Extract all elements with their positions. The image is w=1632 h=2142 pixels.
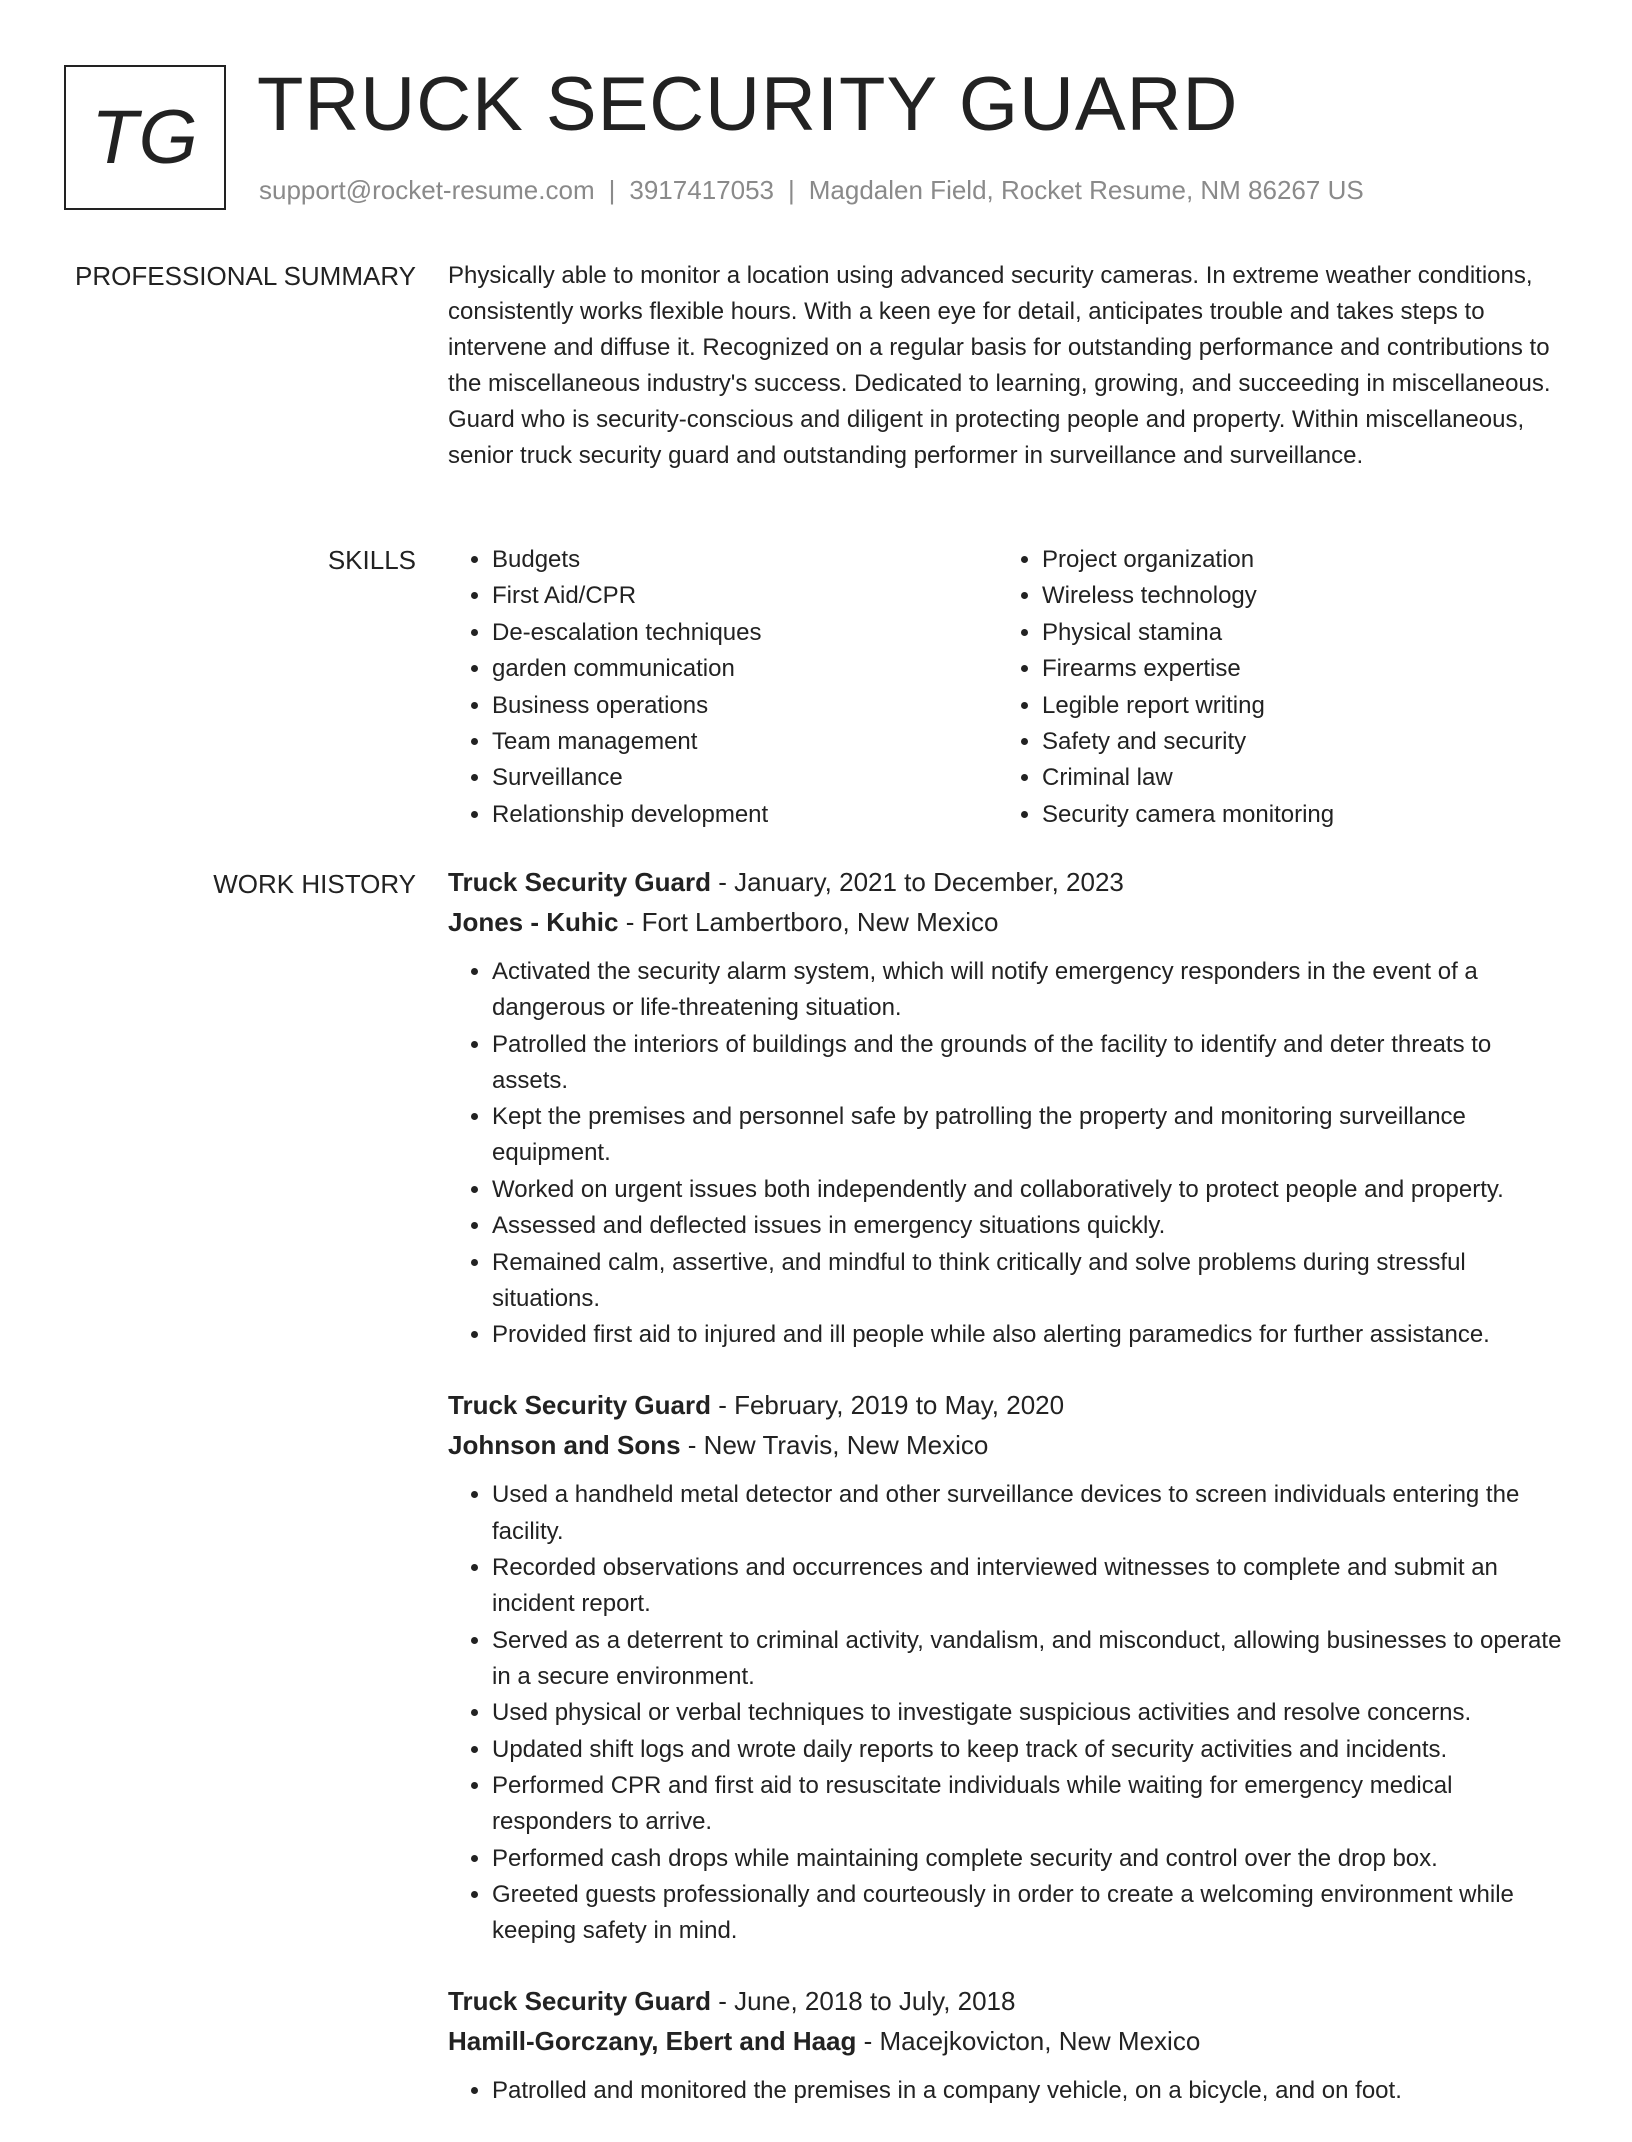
job-bullet: • Remained calm, assertive, and mindful to think critically and solve problems during stressful situations. [492,1245,1564,1317]
job-company: Hamill-Gorczany, Ebert and Haag [448,2026,857,2057]
job-bullet: • Assessed and deflected issues in emergency situations quickly. [492,1208,1564,1244]
job-bullet: • Provided first aid to injured and ill people while also alerting paramedics for further assistance. [492,1317,1564,1353]
job-title-line [448,1981,1564,2021]
skill-item: • Legible report writing [1042,688,1548,724]
job-bullets [448,954,1564,1353]
job-bullet: • Updated shift logs and wrote daily reports to keep track of security activities and incidents. [492,1732,1564,1768]
contact-separator: | [608,175,616,205]
job-bullet: • Patrolled and monitored the premises in a company vehicle, on a bicycle, and on foot. [492,2073,1564,2109]
job-title-line [448,862,1564,902]
job-company-line [448,902,1564,942]
skill-item: • Business operations [492,688,998,724]
contact-phone[interactable]: 3917417053 [629,175,774,205]
skill-item: • De-escalation techniques [492,615,998,651]
job-bullet: • Recorded observations and occurrences and interviewed witnesses to complete and submit an incident report. [492,1550,1564,1622]
skills-list-left [448,542,998,833]
job-title-line [448,1385,1564,1425]
skill-item: • Budgets [492,542,998,578]
skills-list-right [998,542,1548,833]
monogram-logo: TG [64,65,226,210]
summary-body [448,258,1564,474]
skill-item: • Wireless technology [1042,578,1548,614]
job-bullet: • Used a handheld metal detector and other surveillance devices to screen individuals entering the facility. [492,1477,1564,1549]
job-title: Truck Security Guard [448,867,711,897]
job-location: - New Travis, New Mexico [680,1430,989,1461]
job-bullet: • Performed CPR and first aid to resuscitate individuals while waiting for emergency medical responders to arrive. [492,1768,1564,1840]
job-location: - Macejkovicton, New Mexico [856,2026,1201,2057]
section-label-skills: SKILLS [327,545,416,575]
job-bullet: • Used physical or verbal techniques to investigate suspicious activities and resolve concerns. [492,1695,1564,1731]
job-bullet: • Activated the security alarm system, which will notify emergency responders in the event of a dangerous or life-threatening situation. [492,954,1564,1026]
skill-item: • garden communication [492,651,998,687]
skills-grid [448,542,1564,833]
job-dates: - January, 2021 to December, 2023 [710,867,1124,897]
resume-header [64,62,1568,210]
job-title: Truck Security Guard [448,1390,711,1421]
summary-text: Physically able to monitor a location using advanced security cameras. In extreme weather conditions, consistently works flexible hours. With a keen eye for detail, anticipates trouble and takes steps to intervene and diffuse it. Recognized on a regular basis for outstanding performance and contributions to the miscellaneous industry's success. Dedicated to learning, growing, and succeeding in miscellaneous. Guard who is security-conscious and diligent in protecting people and property. Within miscellaneous, senior truck security guard and outstanding performer in surveillance and surveillance. [448,262,1551,469]
section-label-summary: PROFESSIONAL SUMMARY [75,261,416,291]
skill-item: • Security camera monitoring [1042,797,1548,833]
job-dates: - February, 2019 to May, 2020 [710,1390,1065,1421]
job-company-line [448,1425,1564,1465]
skill-item: • Relationship development [492,797,998,833]
skill-item: • Project organization [1042,542,1548,578]
job-dates: - June, 2018 to July, 2018 [710,1986,1016,2017]
contact-address: Magdalen Field, Rocket Resume, NM 86267 US [808,175,1364,205]
job-bullet: • Served as a deterrent to criminal activity, vandalism, and misconduct, allowing businesses to operate in a secure environment. [492,1623,1564,1695]
skill-item: • Physical stamina [1042,615,1548,651]
job-bullet: • Patrolled the interiors of buildings and the grounds of the facility to identify and deter threats to assets. [492,1027,1564,1099]
job-company: Johnson and Sons [448,1430,681,1461]
skill-item: • Team management [492,724,998,760]
job-bullet: • Performed cash drops while maintaining complete security and control over the drop box. [492,1841,1564,1877]
job-bullet: • Greeted guests professionally and courteously in order to create a welcoming environment while keeping safety in mind. [492,1877,1564,1949]
work-history-body [448,862,1564,2142]
skill-item: • First Aid/CPR [492,578,998,614]
job-bullets [448,2073,1564,2109]
section-label-work-history: WORK HISTORY [213,869,416,899]
job-bullets [448,1477,1564,1949]
job-bullet: • Worked on urgent issues both independently and collaboratively to protect people and property. [492,1172,1564,1208]
job-company-line [448,2021,1564,2061]
job-company: Jones - Kuhic [448,907,619,937]
job-entry [448,862,1564,1353]
job-entry [448,1385,1564,1949]
job-bullet: • Kept the premises and personnel safe by patrolling the property and monitoring surveillance equipment. [492,1099,1564,1171]
skill-item: • Safety and security [1042,724,1548,760]
contact-line [259,175,1364,206]
resume-title: TRUCK SECURITY GUARD [257,62,1239,147]
skill-item: • Criminal law [1042,760,1548,796]
contact-email[interactable]: support@rocket-resume.com [259,175,595,205]
job-location: - Fort Lambertboro, New Mexico [618,907,999,937]
contact-separator: | [788,175,795,205]
skill-item: • Surveillance [492,760,998,796]
job-entry [448,1981,1564,2109]
job-title: Truck Security Guard [448,1986,711,2017]
skill-item: • Firearms expertise [1042,651,1548,687]
